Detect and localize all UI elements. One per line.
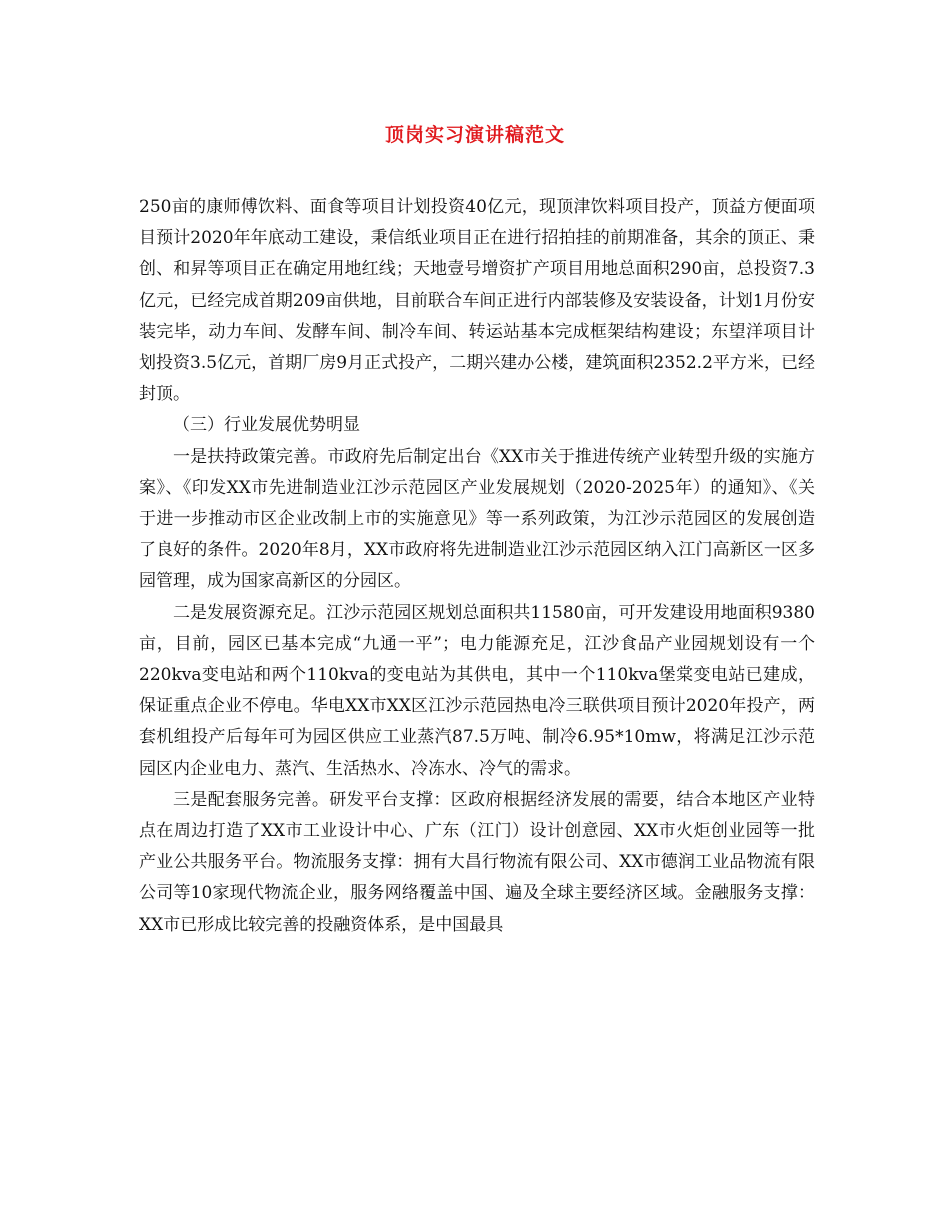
paragraph-supporting-services: 三是配套服务完善。研发平台支撑：区政府根据经济发展的需要，结合本地区产业特点在周边打造了XX市工业设计中心、广东（江门）设计创意园、XX市火炬创业园等一批产业公共服务平台。物流服务支撑：拥有大昌行物流有限公司、XX市德润工业品物流有限公司等10家现代物流企业，服务网络覆盖中国、遍及全球主要经济区域。金融服务支撑：XX市已形成比较完善的投融资体系，是中国最具	[139, 789, 815, 935]
paragraph-project-progress: 250亩的康师傅饮料、面食等项目计划投资40亿元，现顶津饮料项目投产，顶益方便面项目预计2020年年底动工建设，秉信纸业项目正在进行招拍挂的前期准备，其余的顶正、秉创、和昇等项目正在确定用地红线；天地壹号增资扩产项目用地总面积290亩，总投资7.3亿元，已经完成首期209亩供地，目前联合车间正进行内部装修及安装设备，计划1月份安装完毕，动力车间、发酵车间、制冷车间、转运站基本完成框架结构建设；东望洋项目计划投资3.5亿元，首期厂房9月正式投产，二期兴建办公楼，建筑面积2352.2平方米，已经封顶。	[139, 197, 815, 405]
document-body	[139, 192, 815, 941]
paragraph-resources: 二是发展资源充足。江沙示范园区规划总面积共11580亩，可开发建设用地面积9380亩，目前，园区已基本完成“九通一平”；电力能源充足，江沙食品产业园规划设有一个220kva变电站和两个110kva的变电站为其供电，其中一个110kva堡棠变电站已建成，保证重点企业不停电。华电XX市XX区江沙示范园热电冷三联供项目预计2020年投产，两套机组投产后每年可为园区供应工业蒸汽87.5万吨、制冷6.95*10mw，将满足江沙示范园区内企业电力、蒸汽、生活热水、冷冻水、冷气的需求。	[139, 602, 815, 779]
document-title: 顶岗实习演讲稿范文	[384, 124, 565, 146]
section-heading-industry-advantages: （三）行业发展优势明显	[173, 415, 360, 436]
paragraph-policy-support: 一是扶持政策完善。市政府先后制定出台《XX市关于推进传统产业转型升级的实施方案》、《印发XX市先进制造业江沙示范园区产业发展规划（2020-2025年）的通知》、《关于进一步推动市区企业改制上市的实施意见》等一系列政策，为江沙示范园区的发展创造了良好的条件。2020年8月，XX市政府将先进制造业江沙示范园区纳入江门高新区一区多园管理，成为国家高新区的分园区。	[139, 446, 815, 592]
